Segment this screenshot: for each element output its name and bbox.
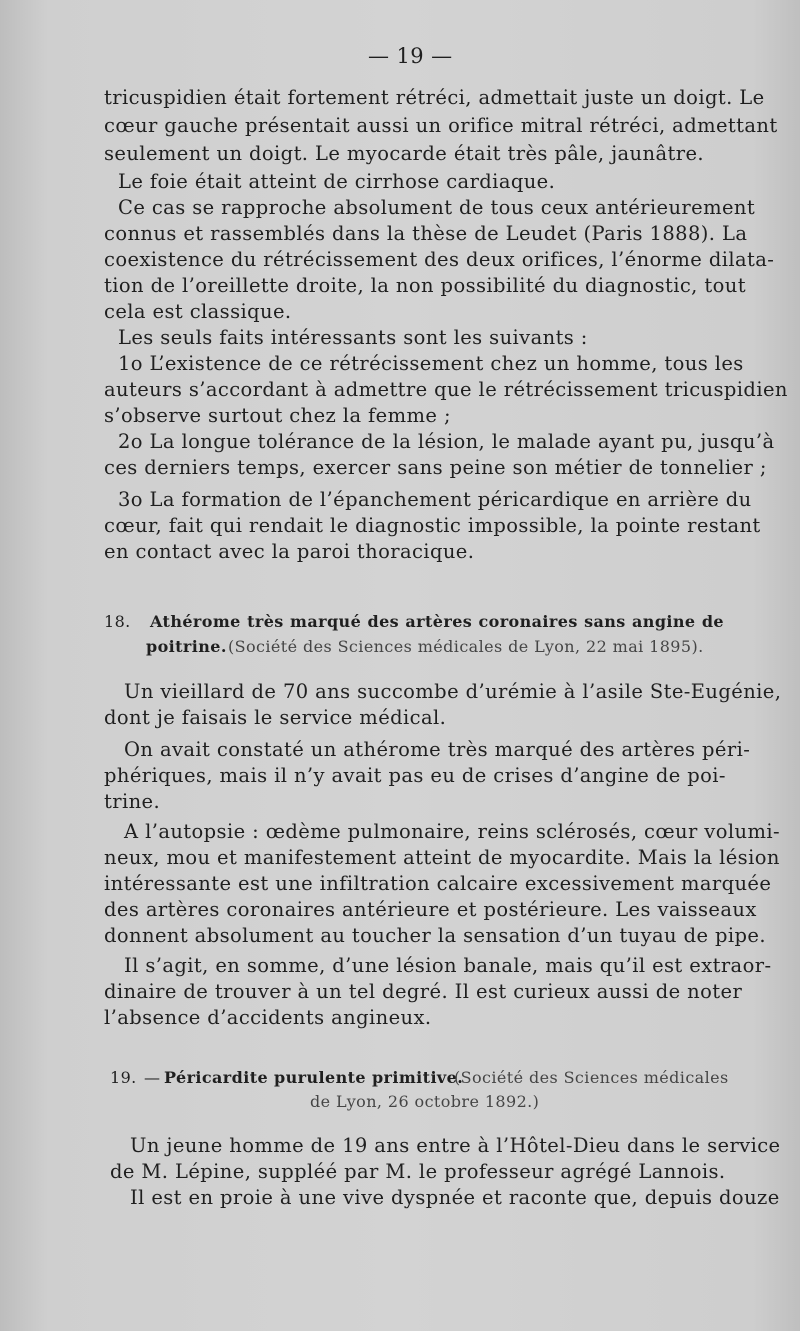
section-title: Athérome très marqué des artères coronaires sans angine de [150, 612, 724, 631]
text-line: donnent absolument au toucher la sensation d’un tuyau de pipe. [104, 924, 766, 947]
text-line: neux, mou et manifestement atteint de myocardite. Mais la lésion [104, 846, 780, 869]
text-line: Il est en proie à une vive dyspnée et raconte que, depuis douze [130, 1186, 780, 1209]
section-source: de Lyon, 26 octobre 1892.) [310, 1092, 540, 1111]
text-line: On avait constaté un athérome très marqué des artères péri- [124, 738, 751, 761]
text-line: Un vieillard de 70 ans succombe d’urémie à l’asile Ste-Eugénie, [124, 680, 782, 703]
text-line: Un jeune homme de 19 ans entre à l’Hôtel-Dieu dans le service [130, 1134, 781, 1157]
text-line: Le foie était atteint de cirrhose cardiaque. [118, 170, 556, 193]
text-line: dont je faisais le service médical. [104, 706, 447, 729]
page-number: — 19 — [368, 44, 453, 68]
text-line: auteurs s’accordant à admettre que le rétrécissement tricuspidien [104, 378, 788, 401]
text-line: phériques, mais il n’y avait pas eu de crises d’angine de poi- [104, 764, 726, 787]
section-number: 18. [104, 612, 131, 631]
text-line: dinaire de trouver à un tel degré. Il est curieux aussi de noter [104, 980, 743, 1003]
text-line: connus et rassemblés dans la thèse de Leudet (Paris 1888). La [104, 222, 748, 245]
text-line: tion de l’oreillette droite, la non possibilité du diagnostic, tout [104, 274, 746, 297]
text-line: coexistence du rétrécissement des deux orifices, l’énorme dilata- [104, 248, 775, 271]
list-item: 3o La formation de l’épanchement péricardique en arrière du [118, 488, 752, 511]
text-line: Il s’agit, en somme, d’une lésion banale, mais qu’il est extraor- [124, 954, 772, 977]
text-line: trine. [104, 790, 161, 813]
text-line: tricuspidien était fortement rétréci, admettait juste un doigt. Le [104, 86, 765, 109]
section-source: (Société des Sciences médicales [454, 1068, 729, 1087]
text-line: de M. Lépine, suppléé par M. le professeur agrégé Lannois. [110, 1160, 726, 1183]
text-line: ces derniers temps, exercer sans peine son métier de tonnelier ; [104, 456, 767, 479]
text-line: A l’autopsie : œdème pulmonaire, reins sclérosés, cœur volumi- [124, 820, 780, 843]
text-line: l’absence d’accidents angineux. [104, 1006, 432, 1029]
text-line: Les seuls faits intéressants sont les suivants : [118, 326, 588, 349]
section-dash: — [144, 1068, 161, 1087]
section-source: (Société des Sciences médicales de Lyon, 22 mai 1895). [228, 637, 704, 656]
text-line: seulement un doigt. Le myocarde était très pâle, jaunâtre. [104, 142, 704, 165]
list-item: 1o L’existence de ce rétrécissement chez un homme, tous les [118, 352, 744, 375]
text-line: en contact avec la paroi thoracique. [104, 540, 475, 563]
text-line: s’observe surtout chez la femme ; [104, 404, 451, 427]
text-line: Ce cas se rapproche absolument de tous ceux antérieurement [118, 196, 756, 219]
section-title: Péricardite purulente primitive. [164, 1068, 464, 1087]
text-line: cœur, fait qui rendait le diagnostic impossible, la pointe restant [104, 514, 761, 537]
section-title: poitrine. [146, 637, 227, 656]
list-item: 2o La longue tolérance de la lésion, le malade ayant pu, jusqu’à [118, 430, 775, 453]
text-line: cela est classique. [104, 300, 292, 323]
text-line: intéressante est une infiltration calcaire excessivement marquée [104, 872, 772, 895]
text-line: des artères coronaires antérieure et postérieure. Les vaisseaux [104, 898, 757, 921]
section-number: 19. [110, 1068, 137, 1087]
text-line: cœur gauche présentait aussi un orifice mitral rétréci, admettant [104, 114, 778, 137]
